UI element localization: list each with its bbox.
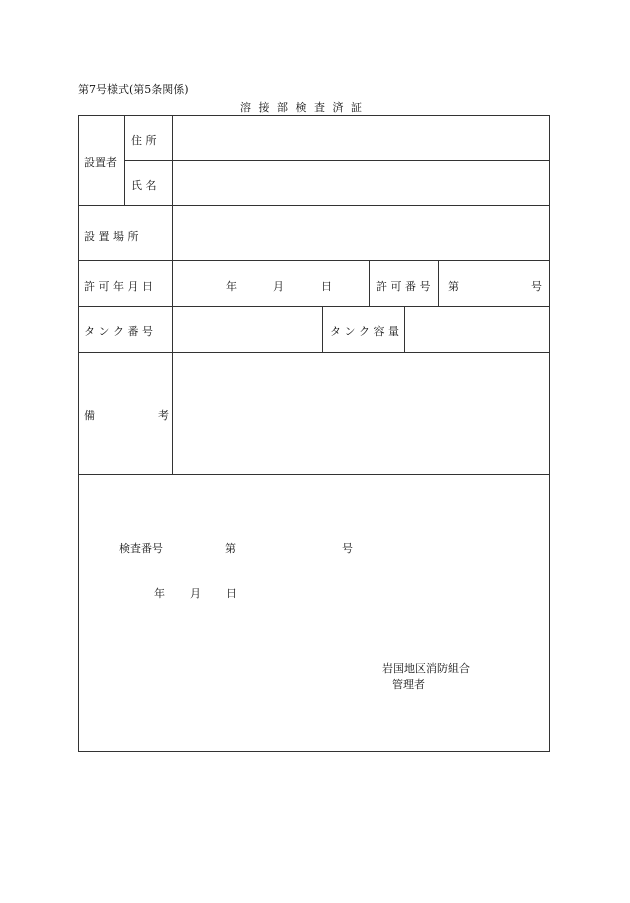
issuer-org: 岩国地区消防組合 (382, 662, 470, 675)
divider (78, 352, 550, 353)
issuer-title: 管理者 (392, 678, 425, 691)
certificate-form-table (78, 115, 550, 752)
remarks-label-right: 考 (158, 409, 169, 422)
permit-number-suffix: 号 (531, 280, 542, 293)
cert-date-day: 日 (226, 587, 237, 600)
divider (172, 115, 173, 475)
divider (78, 306, 550, 307)
inspection-number-suffix: 号 (342, 542, 353, 555)
divider (438, 260, 439, 307)
divider (78, 474, 550, 475)
remarks-label-left: 備 (84, 409, 95, 422)
name-label: 氏 名 (131, 179, 157, 192)
divider (369, 260, 370, 307)
divider (322, 306, 323, 353)
divider (124, 160, 550, 161)
address-label: 住 所 (131, 134, 157, 147)
installer-label: 設置者 (84, 156, 117, 169)
permit-month: 月 (273, 280, 284, 293)
divider (124, 115, 125, 206)
permit-number-label: 許 可 番 号 (376, 280, 431, 293)
tank-number-label: タ ン ク 番 号 (84, 325, 153, 338)
permit-day: 日 (321, 280, 332, 293)
cert-date-month: 月 (190, 587, 201, 600)
form-number: 第7号様式(第5条関係) (78, 83, 189, 96)
permit-year: 年 (226, 280, 237, 293)
permit-date-label: 許 可 年 月 日 (84, 280, 153, 293)
cert-date-year: 年 (154, 587, 165, 600)
permit-number-prefix: 第 (448, 280, 459, 293)
page-title: 溶 接 部 検 査 済 証 (240, 101, 364, 114)
divider (404, 306, 405, 353)
tank-capacity-label: タ ン ク 容 量 (330, 325, 399, 338)
inspection-number-label: 検査番号 (119, 542, 163, 555)
divider (78, 260, 550, 261)
location-label: 設 置 場 所 (84, 230, 139, 243)
divider (78, 205, 550, 206)
inspection-number-prefix: 第 (225, 542, 236, 555)
